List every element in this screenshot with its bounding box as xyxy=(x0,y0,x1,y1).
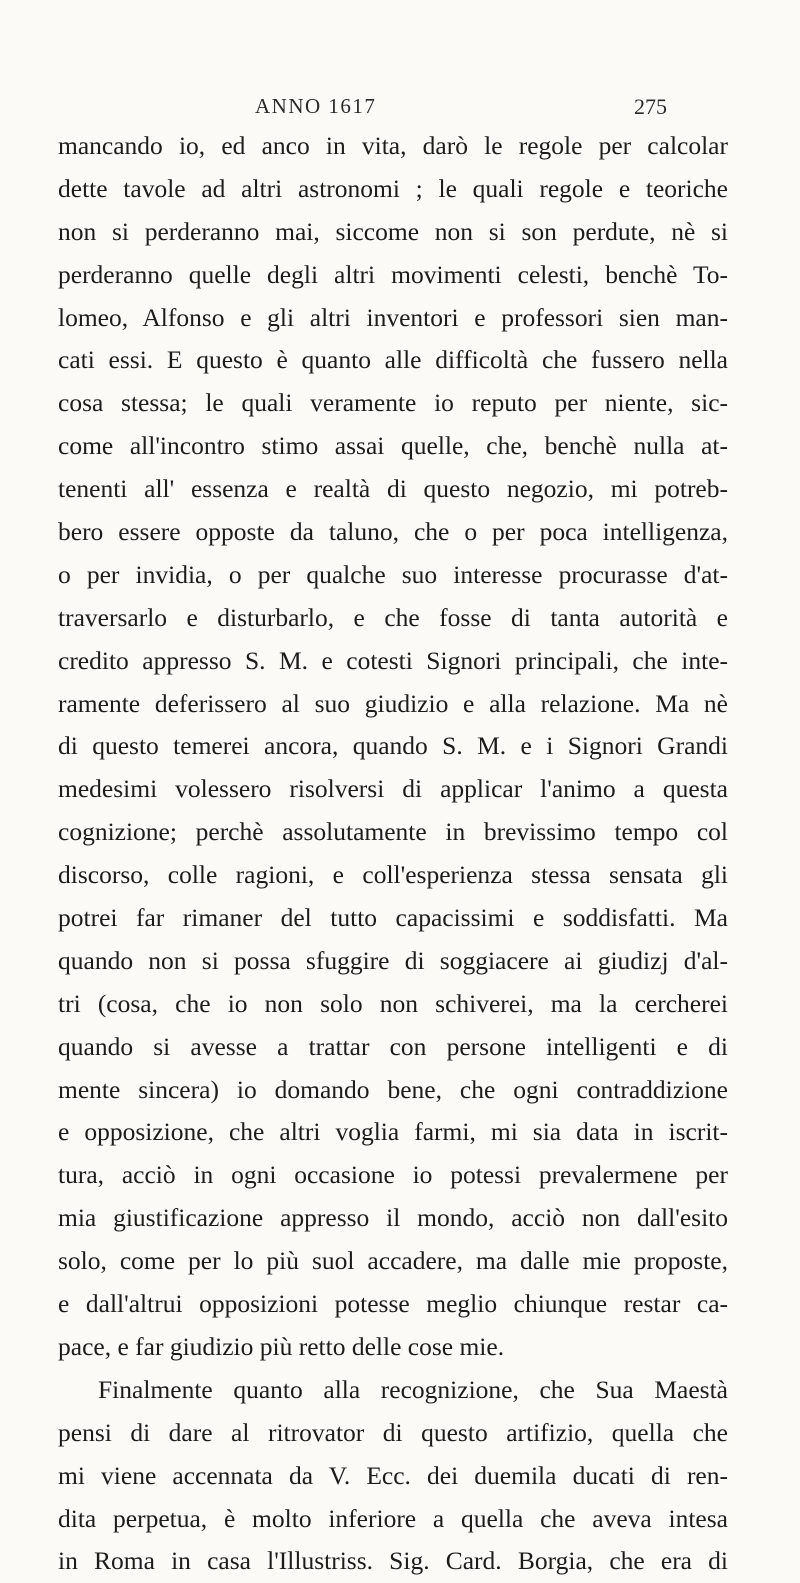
text-line: discorso, colle ragioni, e coll'esperienza stessa sensata gli xyxy=(58,860,728,890)
text-line: tri (cosa, che io non solo non schiverei, ma la cercherei xyxy=(58,988,728,1018)
text-line: ramente deferissero al suo giudizio e alla relazione. Ma nè xyxy=(58,688,728,718)
text-line: pensi di dare al ritrovator di questo artifizio, quella che xyxy=(58,1417,728,1447)
text-line: bero essere opposte da taluno, che o per poca intelligenza, xyxy=(58,517,728,547)
text-line: cognizione; perchè assolutamente in brevissimo tempo col xyxy=(58,817,728,847)
text-line: cati essi. E questo è quanto alle difficoltà che fussero nella xyxy=(58,345,728,375)
text-line: pace, e far giudizio più retto delle cose mie. xyxy=(58,1331,505,1361)
text-line: quando non si possa sfuggire di soggiacere ai giudizj d'al- xyxy=(58,945,728,975)
text-line: non si perderanno mai, siccome non si son perdute, nè si xyxy=(58,216,728,246)
text-line: credito appresso S. M. e cotesti Signori principali, che inte- xyxy=(58,645,728,675)
text-line: in Roma in casa l'Illustriss. Sig. Card. Borgia, che era di xyxy=(58,1546,728,1576)
text-line: e opposizione, che altri voglia farmi, mi sia data in iscrit- xyxy=(58,1117,728,1147)
text-line: quando si avesse a trattar con persone intelligenti e di xyxy=(58,1031,728,1061)
text-line: traversarlo e disturbarlo, e che fosse di tanta autorità e xyxy=(58,602,728,632)
text-line: lomeo, Alfonso e gli altri inventori e professori sien man- xyxy=(58,302,728,332)
text-line: mente sincera) io domando bene, che ogni contraddizione xyxy=(58,1074,728,1104)
text-line: solo, come per lo più suol accadere, ma dalle mie proposte, xyxy=(58,1246,728,1276)
body-text xyxy=(58,125,728,1583)
text-line: tenenti all' essenza e realtà di questo negozio, mi potreb- xyxy=(58,474,728,504)
text-line: potrei far rimaner del tutto capacissimi e soddisfatti. Ma xyxy=(58,903,728,933)
text-line: di questo temerei ancora, quando S. M. e i Signori Grandi xyxy=(58,731,728,761)
text-line: perderanno quelle degli altri movimenti celesti, benchè To- xyxy=(58,259,728,289)
text-line: tura, acciò in ogni occasione io potessi prevalermene per xyxy=(58,1160,728,1190)
text-line: Finalmente quanto alla recognizione, che Sua Maestà xyxy=(98,1374,728,1404)
page-number: 275 xyxy=(634,94,667,119)
paragraph-1 xyxy=(58,125,728,1369)
text-line: o per invidia, o per qualche suo interesse procurasse d'at- xyxy=(58,559,728,589)
text-line: medesimi volessero risolversi di applicar l'animo a questa xyxy=(58,774,728,804)
text-line: dita perpetua, è molto inferiore a quella che aveva intesa xyxy=(58,1503,728,1533)
text-line: e dall'altrui opposizioni potesse meglio chiunque restar ca- xyxy=(58,1289,728,1319)
paragraph-2 xyxy=(58,1369,728,1583)
text-line: mia giustificazione appresso il mondo, acciò non dall'esito xyxy=(58,1203,728,1233)
running-head: ANNO 1617 xyxy=(255,94,377,118)
text-line: mancando io, ed anco in vita, darò le regole per calcolar xyxy=(58,131,728,160)
text-line: mi viene accennata da V. Ecc. dei duemila ducati di ren- xyxy=(58,1460,728,1490)
text-line: come all'incontro stimo assai quelle, che, benchè nulla at- xyxy=(58,431,728,461)
text-line: dette tavole ad altri astronomi ; le quali regole e teoriche xyxy=(58,173,728,203)
text-line: cosa stessa; le quali veramente io reputo per niente, sic- xyxy=(58,388,728,418)
